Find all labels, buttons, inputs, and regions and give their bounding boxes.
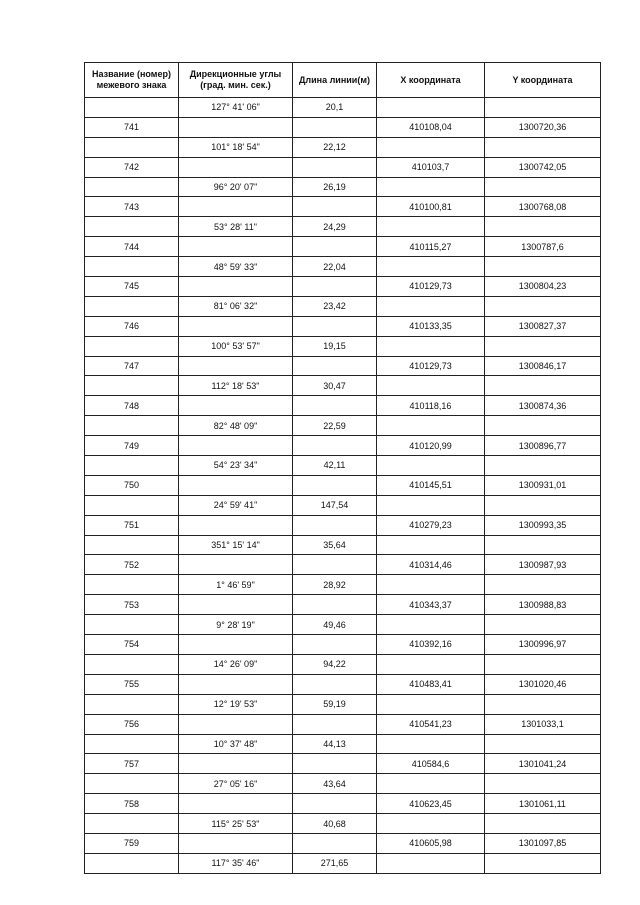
y-coordinate-cell: 1300846,17 — [485, 356, 601, 376]
x-coordinate-cell: 410133,35 — [377, 316, 485, 336]
marker-name-cell — [85, 535, 179, 555]
point-row — [85, 157, 601, 177]
y-coordinate-cell — [485, 575, 601, 595]
x-coordinate-cell: 410129,73 — [377, 277, 485, 297]
segment-row — [85, 296, 601, 316]
marker-name-cell: 753 — [85, 595, 179, 615]
direction-angle-cell — [179, 515, 293, 535]
line-length-cell — [293, 635, 377, 655]
line-length-cell: 40,68 — [293, 814, 377, 834]
line-length-cell — [293, 277, 377, 297]
y-coordinate-cell — [485, 694, 601, 714]
y-coordinate-cell: 1300768,08 — [485, 197, 601, 217]
y-coordinate-cell — [485, 217, 601, 237]
marker-name-cell: 746 — [85, 316, 179, 336]
marker-name-cell — [85, 217, 179, 237]
x-coordinate-cell — [377, 177, 485, 197]
point-row — [85, 197, 601, 217]
direction-angle-cell: 112° 18' 53" — [179, 376, 293, 396]
y-coordinate-cell: 1301020,46 — [485, 674, 601, 694]
point-row — [85, 714, 601, 734]
y-coordinate-cell — [485, 177, 601, 197]
direction-angle-cell — [179, 237, 293, 257]
header-x-coordinate: X координата — [377, 63, 485, 98]
y-coordinate-cell — [485, 654, 601, 674]
marker-name-cell: 756 — [85, 714, 179, 734]
marker-name-cell: 750 — [85, 475, 179, 495]
marker-name-cell — [85, 257, 179, 277]
direction-angle-cell — [179, 833, 293, 853]
segment-row — [85, 416, 601, 436]
y-coordinate-cell — [485, 774, 601, 794]
marker-name-cell: 742 — [85, 157, 179, 177]
marker-name-cell — [85, 774, 179, 794]
direction-angle-cell — [179, 396, 293, 416]
marker-name-cell: 745 — [85, 277, 179, 297]
y-coordinate-cell — [485, 535, 601, 555]
direction-angle-cell: 1° 46' 59" — [179, 575, 293, 595]
direction-angle-cell: 101° 18' 54" — [179, 137, 293, 157]
line-length-cell — [293, 794, 377, 814]
x-coordinate-cell: 410483,41 — [377, 674, 485, 694]
boundary-coordinates-table — [84, 62, 601, 874]
header-y-coordinate: Y координата — [485, 63, 601, 98]
marker-name-cell: 758 — [85, 794, 179, 814]
line-length-cell — [293, 396, 377, 416]
x-coordinate-cell — [377, 296, 485, 316]
x-coordinate-cell: 410120,99 — [377, 436, 485, 456]
x-coordinate-cell — [377, 217, 485, 237]
direction-angle-cell: 351° 15' 14" — [179, 535, 293, 555]
x-coordinate-cell: 410279,23 — [377, 515, 485, 535]
y-coordinate-cell — [485, 257, 601, 277]
line-length-cell: 271,65 — [293, 853, 377, 873]
y-coordinate-cell — [485, 98, 601, 118]
marker-name-cell: 744 — [85, 237, 179, 257]
x-coordinate-cell: 410343,37 — [377, 595, 485, 615]
y-coordinate-cell — [485, 376, 601, 396]
y-coordinate-cell: 1300996,97 — [485, 635, 601, 655]
header-line-length: Длина линии(м) — [293, 63, 377, 98]
marker-name-cell: 748 — [85, 396, 179, 416]
segment-row — [85, 814, 601, 834]
x-coordinate-cell — [377, 495, 485, 515]
direction-angle-cell: 81° 06' 32" — [179, 296, 293, 316]
marker-name-cell — [85, 853, 179, 873]
segment-row — [85, 654, 601, 674]
segment-row — [85, 376, 601, 396]
x-coordinate-cell: 410145,51 — [377, 475, 485, 495]
direction-angle-cell — [179, 555, 293, 575]
x-coordinate-cell: 410584,6 — [377, 754, 485, 774]
marker-name-cell — [85, 98, 179, 118]
direction-angle-cell — [179, 595, 293, 615]
line-length-cell — [293, 197, 377, 217]
direction-angle-cell — [179, 714, 293, 734]
marker-name-cell — [85, 456, 179, 476]
x-coordinate-cell: 410129,73 — [377, 356, 485, 376]
x-coordinate-cell — [377, 734, 485, 754]
point-row — [85, 117, 601, 137]
y-coordinate-cell: 1301041,24 — [485, 754, 601, 774]
segment-row — [85, 575, 601, 595]
point-row — [85, 754, 601, 774]
marker-name-cell: 741 — [85, 117, 179, 137]
direction-angle-cell: 10° 37' 48" — [179, 734, 293, 754]
point-row — [85, 237, 601, 257]
marker-name-cell — [85, 296, 179, 316]
marker-name-cell — [85, 137, 179, 157]
x-coordinate-cell: 410392,16 — [377, 635, 485, 655]
y-coordinate-cell — [485, 137, 601, 157]
x-coordinate-cell — [377, 336, 485, 356]
marker-name-cell — [85, 177, 179, 197]
x-coordinate-cell: 410118,16 — [377, 396, 485, 416]
y-coordinate-cell: 1300787,6 — [485, 237, 601, 257]
table-header-row — [85, 63, 601, 98]
y-coordinate-cell: 1300804,23 — [485, 277, 601, 297]
x-coordinate-cell — [377, 456, 485, 476]
segment-row — [85, 615, 601, 635]
direction-angle-cell — [179, 316, 293, 336]
segment-row — [85, 734, 601, 754]
marker-name-cell: 755 — [85, 674, 179, 694]
direction-angle-cell — [179, 277, 293, 297]
direction-angle-cell — [179, 356, 293, 376]
segment-row — [85, 774, 601, 794]
direction-angle-cell: 53° 28' 11" — [179, 217, 293, 237]
line-length-cell — [293, 555, 377, 575]
y-coordinate-cell — [485, 456, 601, 476]
x-coordinate-cell — [377, 654, 485, 674]
segment-row — [85, 495, 601, 515]
line-length-cell — [293, 356, 377, 376]
point-row — [85, 674, 601, 694]
direction-angle-cell: 117° 35' 46" — [179, 853, 293, 873]
marker-name-cell — [85, 575, 179, 595]
x-coordinate-cell: 410314,46 — [377, 555, 485, 575]
segment-row — [85, 694, 601, 714]
x-coordinate-cell: 410103,7 — [377, 157, 485, 177]
direction-angle-cell — [179, 197, 293, 217]
point-row — [85, 595, 601, 615]
x-coordinate-cell: 410623,45 — [377, 794, 485, 814]
point-row — [85, 396, 601, 416]
x-coordinate-cell — [377, 694, 485, 714]
direction-angle-cell — [179, 117, 293, 137]
y-coordinate-cell: 1300987,93 — [485, 555, 601, 575]
line-length-cell: 23,42 — [293, 296, 377, 316]
line-length-cell: 147,54 — [293, 495, 377, 515]
segment-row — [85, 257, 601, 277]
point-row — [85, 475, 601, 495]
line-length-cell — [293, 674, 377, 694]
segment-row — [85, 336, 601, 356]
line-length-cell: 22,59 — [293, 416, 377, 436]
x-coordinate-cell — [377, 416, 485, 436]
direction-angle-cell: 9° 28' 19" — [179, 615, 293, 635]
marker-name-cell — [85, 416, 179, 436]
y-coordinate-cell: 1300742,05 — [485, 157, 601, 177]
line-length-cell — [293, 237, 377, 257]
point-row — [85, 635, 601, 655]
line-length-cell: 20,1 — [293, 98, 377, 118]
x-coordinate-cell — [377, 137, 485, 157]
x-coordinate-cell — [377, 257, 485, 277]
line-length-cell: 59,19 — [293, 694, 377, 714]
direction-angle-cell — [179, 436, 293, 456]
marker-name-cell: 754 — [85, 635, 179, 655]
line-length-cell: 24,29 — [293, 217, 377, 237]
line-length-cell — [293, 436, 377, 456]
y-coordinate-cell — [485, 814, 601, 834]
line-length-cell: 42,11 — [293, 456, 377, 476]
y-coordinate-cell: 1300931,01 — [485, 475, 601, 495]
point-row — [85, 356, 601, 376]
line-length-cell — [293, 475, 377, 495]
direction-angle-cell: 54° 23' 34" — [179, 456, 293, 476]
x-coordinate-cell — [377, 814, 485, 834]
y-coordinate-cell — [485, 296, 601, 316]
line-length-cell — [293, 316, 377, 336]
y-coordinate-cell — [485, 416, 601, 436]
direction-angle-cell — [179, 157, 293, 177]
marker-name-cell: 757 — [85, 754, 179, 774]
direction-angle-cell — [179, 674, 293, 694]
segment-row — [85, 98, 601, 118]
line-length-cell — [293, 714, 377, 734]
direction-angle-cell: 24° 59' 41" — [179, 495, 293, 515]
y-coordinate-cell: 1300874,36 — [485, 396, 601, 416]
line-length-cell: 28,92 — [293, 575, 377, 595]
x-coordinate-cell — [377, 774, 485, 794]
marker-name-cell — [85, 694, 179, 714]
line-length-cell: 19,15 — [293, 336, 377, 356]
y-coordinate-cell — [485, 336, 601, 356]
point-row — [85, 794, 601, 814]
segment-row — [85, 853, 601, 873]
line-length-cell: 30,47 — [293, 376, 377, 396]
x-coordinate-cell — [377, 615, 485, 635]
line-length-cell: 35,64 — [293, 535, 377, 555]
marker-name-cell — [85, 336, 179, 356]
segment-row — [85, 456, 601, 476]
segment-row — [85, 217, 601, 237]
line-length-cell: 26,19 — [293, 177, 377, 197]
segment-row — [85, 137, 601, 157]
marker-name-cell — [85, 495, 179, 515]
segment-row — [85, 177, 601, 197]
point-row — [85, 436, 601, 456]
line-length-cell — [293, 515, 377, 535]
x-coordinate-cell — [377, 98, 485, 118]
marker-name-cell: 752 — [85, 555, 179, 575]
segment-row — [85, 535, 601, 555]
direction-angle-cell: 48° 59' 33" — [179, 257, 293, 277]
y-coordinate-cell: 1301033,1 — [485, 714, 601, 734]
y-coordinate-cell — [485, 853, 601, 873]
marker-name-cell — [85, 734, 179, 754]
direction-angle-cell — [179, 635, 293, 655]
line-length-cell — [293, 833, 377, 853]
direction-angle-cell: 115° 25' 53" — [179, 814, 293, 834]
marker-name-cell — [85, 654, 179, 674]
direction-angle-cell: 14° 26' 09" — [179, 654, 293, 674]
y-coordinate-cell: 1300988,83 — [485, 595, 601, 615]
line-length-cell — [293, 595, 377, 615]
direction-angle-cell: 12° 19' 53" — [179, 694, 293, 714]
y-coordinate-cell: 1301097,85 — [485, 833, 601, 853]
marker-name-cell — [85, 814, 179, 834]
direction-angle-cell — [179, 754, 293, 774]
line-length-cell — [293, 754, 377, 774]
point-row — [85, 833, 601, 853]
marker-name-cell — [85, 615, 179, 635]
marker-name-cell: 759 — [85, 833, 179, 853]
point-row — [85, 316, 601, 336]
x-coordinate-cell — [377, 575, 485, 595]
direction-angle-cell — [179, 794, 293, 814]
line-length-cell: 22,04 — [293, 257, 377, 277]
point-row — [85, 277, 601, 297]
x-coordinate-cell — [377, 853, 485, 873]
header-marker-name: Название (номер) межевого знака — [85, 63, 179, 98]
marker-name-cell: 747 — [85, 356, 179, 376]
x-coordinate-cell: 410100,81 — [377, 197, 485, 217]
line-length-cell: 49,46 — [293, 615, 377, 635]
direction-angle-cell: 96° 20' 07" — [179, 177, 293, 197]
point-row — [85, 555, 601, 575]
y-coordinate-cell: 1301061,11 — [485, 794, 601, 814]
marker-name-cell: 743 — [85, 197, 179, 217]
y-coordinate-cell: 1300827,37 — [485, 316, 601, 336]
point-row — [85, 515, 601, 535]
y-coordinate-cell — [485, 615, 601, 635]
line-length-cell — [293, 157, 377, 177]
x-coordinate-cell: 410541,23 — [377, 714, 485, 734]
line-length-cell — [293, 117, 377, 137]
y-coordinate-cell — [485, 734, 601, 754]
line-length-cell: 43,64 — [293, 774, 377, 794]
marker-name-cell: 751 — [85, 515, 179, 535]
x-coordinate-cell: 410108,04 — [377, 117, 485, 137]
y-coordinate-cell: 1300896,77 — [485, 436, 601, 456]
header-direction-angle: Дирекционные углы (град. мин. сек.) — [179, 63, 293, 98]
direction-angle-cell: 27° 05' 16" — [179, 774, 293, 794]
line-length-cell: 44,13 — [293, 734, 377, 754]
direction-angle-cell: 127° 41' 06" — [179, 98, 293, 118]
marker-name-cell: 749 — [85, 436, 179, 456]
direction-angle-cell — [179, 475, 293, 495]
line-length-cell: 94,22 — [293, 654, 377, 674]
y-coordinate-cell: 1300993,35 — [485, 515, 601, 535]
y-coordinate-cell: 1300720,36 — [485, 117, 601, 137]
x-coordinate-cell: 410605,98 — [377, 833, 485, 853]
x-coordinate-cell — [377, 376, 485, 396]
y-coordinate-cell — [485, 495, 601, 515]
x-coordinate-cell — [377, 535, 485, 555]
direction-angle-cell: 100° 53' 57" — [179, 336, 293, 356]
marker-name-cell — [85, 376, 179, 396]
direction-angle-cell: 82° 48' 09" — [179, 416, 293, 436]
line-length-cell: 22,12 — [293, 137, 377, 157]
x-coordinate-cell: 410115,27 — [377, 237, 485, 257]
